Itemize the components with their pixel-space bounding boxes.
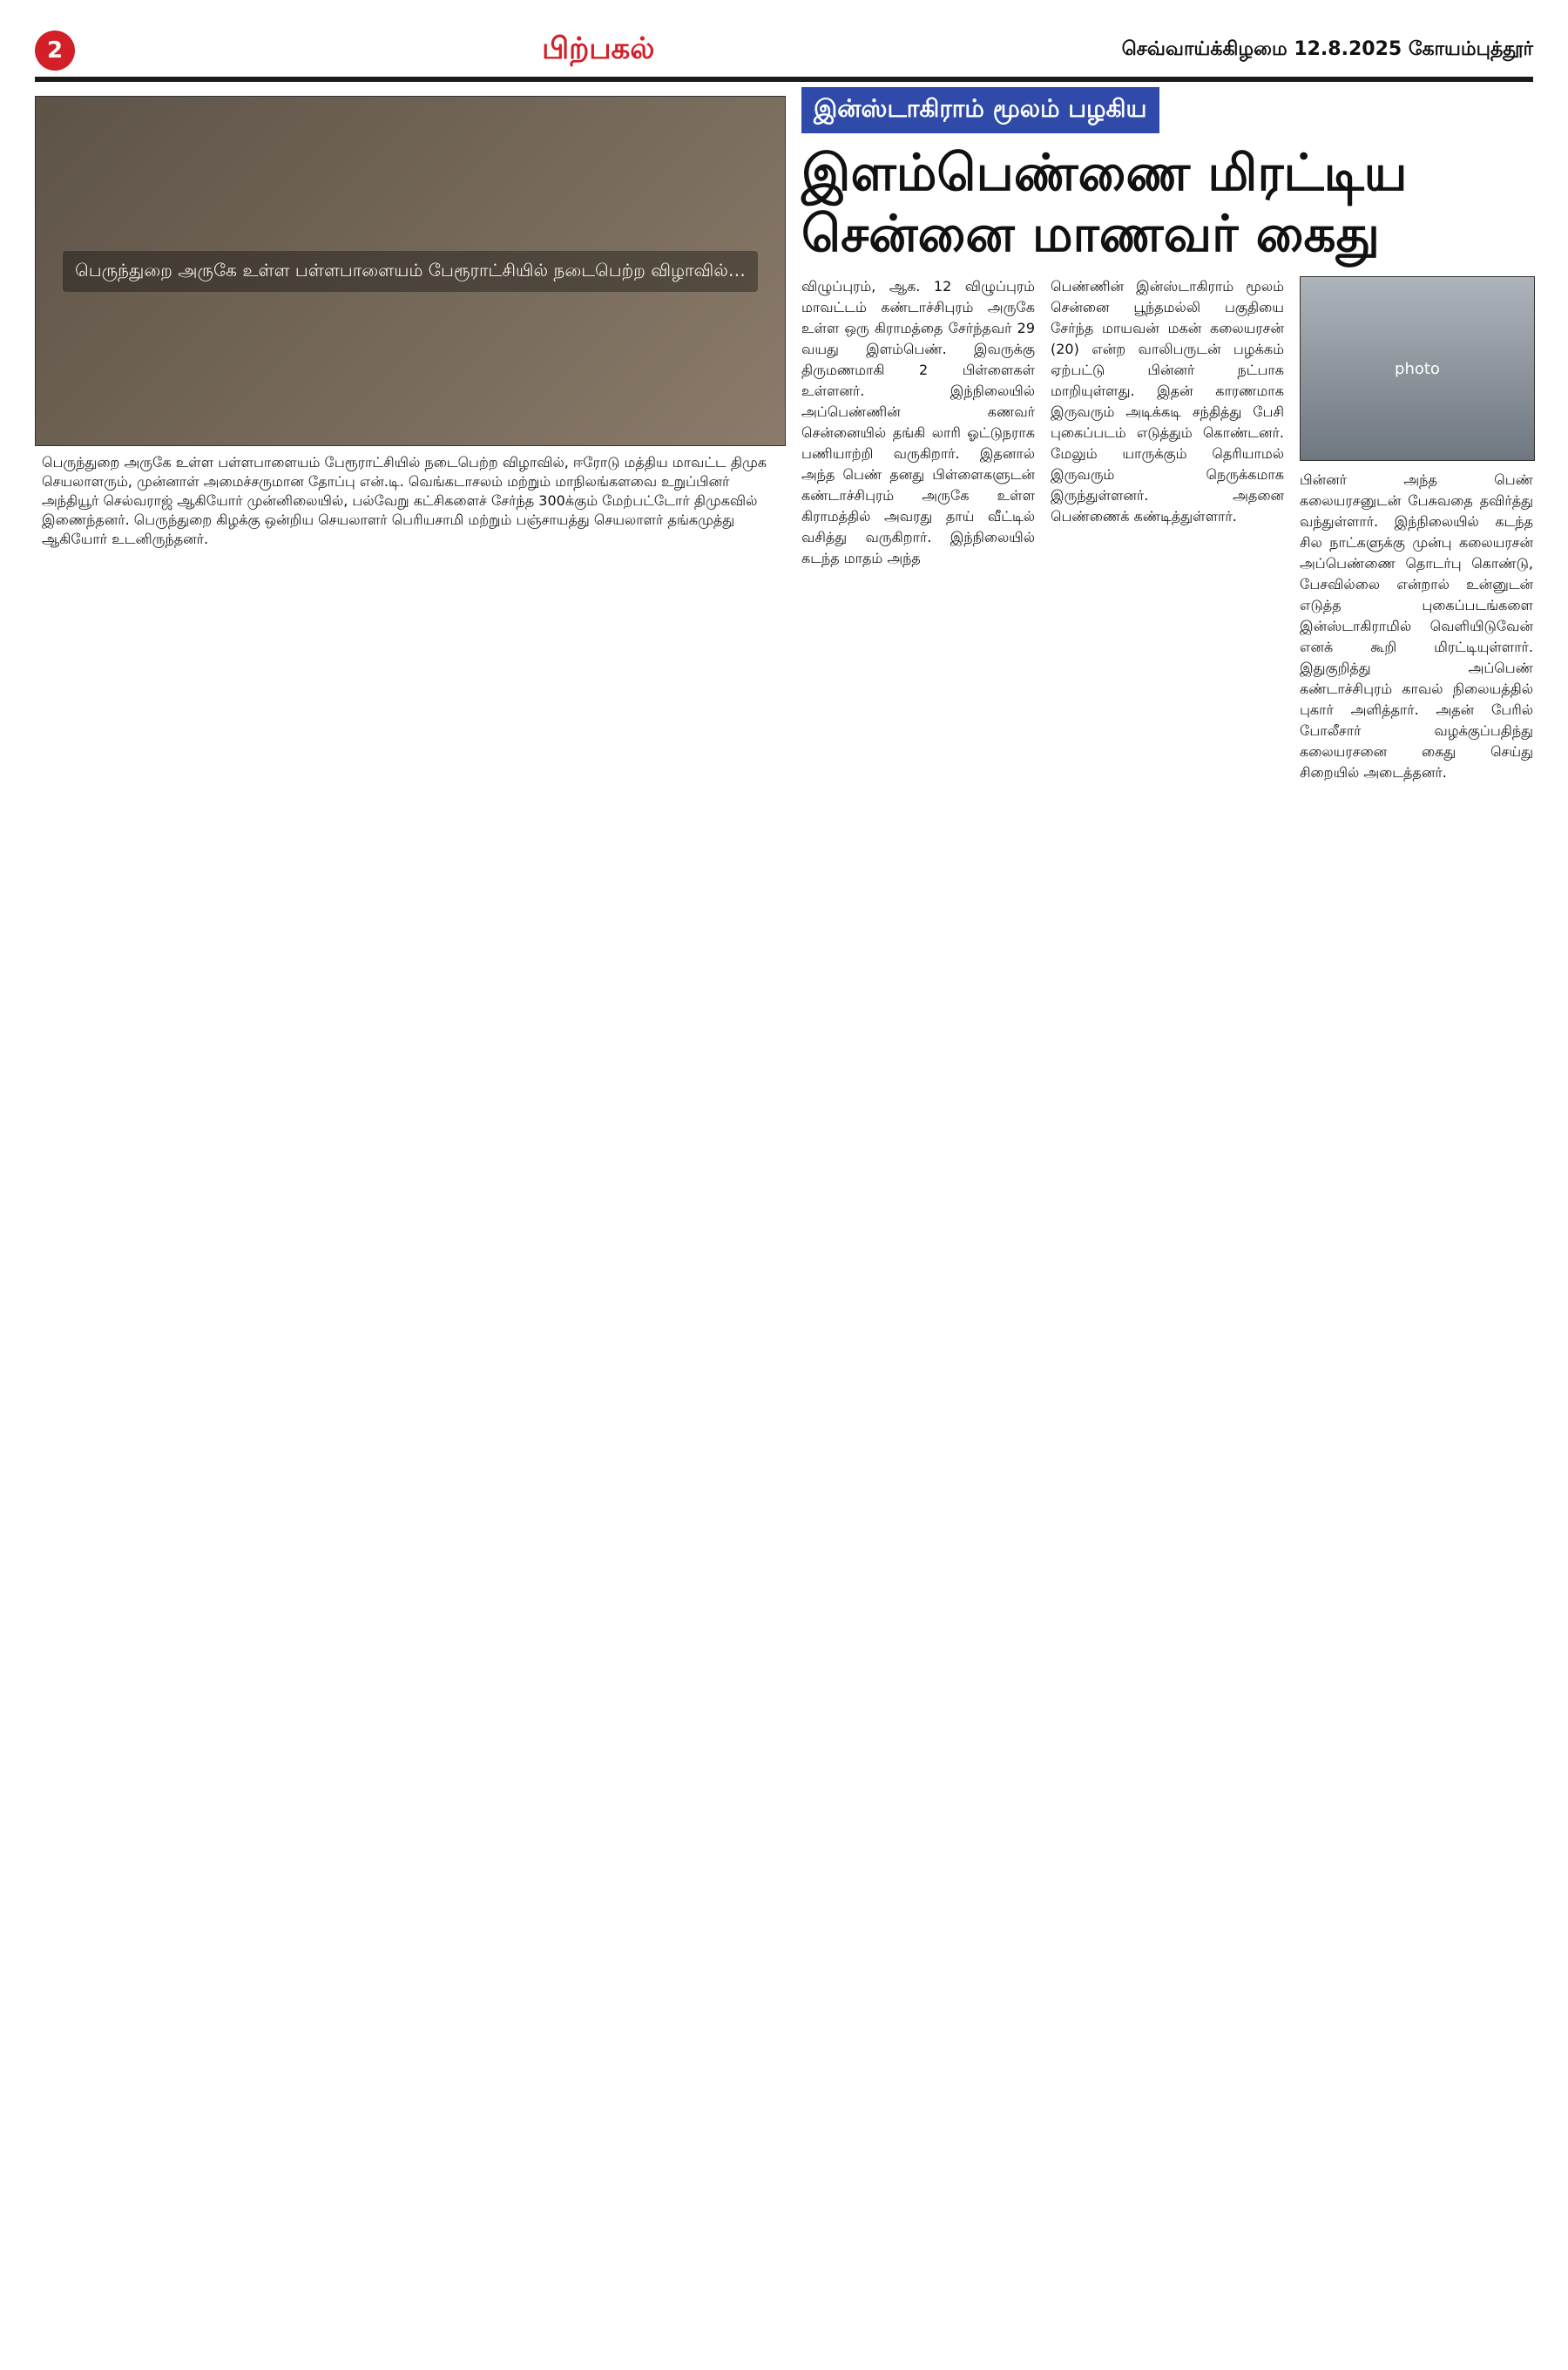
page-header xyxy=(35,24,1533,82)
photo-caption: பெருந்துறை அருகே உள்ள பள்ளபாளையம் பேரூராட்சியில் நடைபெற்ற விழாவில், ஈரோடு மத்திய மாவட்ட திமுக செயலாளரும், முன்னாள் அமைச்சருமான தோப்பு என்.டி. வெங்கடாசலம் மற்றும் மாநிலங்களவை உறுப்பினர் அந்தியூர் செல்வராஜ் ஆகியோர் முன்னிலையில், பல்வேறு கட்சிகளைச் சேர்ந்த 300க்கும் மேற்பட்டோர் திமுகவில் இணைந்தனர். பெருந்துறை கிழக்கு ஒன்றிய செயலாளர் பெரியசாமி மற்றும் பஞ்சாயத்து செயலாளர் தங்கமுத்து ஆகியோர் உடனிருந்தனர். xyxy=(42,454,767,547)
photo-label: பெருந்துறை அருகே உள்ள பள்ளபாளையம் பேரூராட்சியில் நடைபெற்ற விழாவில்… xyxy=(63,251,758,292)
story-col1: விழுப்புரம், ஆக. 12 விழுப்புரம் மாவட்டம் கண்டாச்சிபுரம் அருகே உள்ள ஒரு கிராமத்தை சேர்ந்தவர் 29 வயது இளம்பெண். இவருக்கு திருமணமாகி 2 பிள்ளைகள் உள்ளனர். இந்நிலையில் அப்பெண்ணின் கணவர் சென்னையில் தங்கி லாரி ஓட்டுநராக பணியாற்றி வருகிறார். இதனால் அந்த பெண் தனது பிள்ளைகளுடன் கண்டாச்சிபுரம் அருகே உள்ள கிராமத்தில் அவரது தாய் வீட்டில் வசித்து வருகிறார். இந்நிலையில் கடந்த மாதம் அந்த xyxy=(801,278,1035,566)
portrait-photo: photo xyxy=(1300,276,1535,461)
story-col3-wrap xyxy=(1300,276,1533,783)
lead-story xyxy=(801,87,1533,783)
story-kicker: இன்ஸ்டாகிராம் மூலம் பழகிய xyxy=(801,87,1159,133)
story-headline: இளம்பெண்ணை மிரட்டிய சென்னை மாணவர் கைது xyxy=(801,143,1408,263)
dateline: செவ்வாய்க்கிழமை 12.8.2025 கோயம்புத்தூர் xyxy=(1121,38,1533,60)
page-number: 2 xyxy=(35,30,75,71)
story-col3: பின்னர் அந்த பெண் கலையரசனுடன் பேசுவதை தவிர்த்து வந்துள்ளார். இந்நிலையில் கடந்த சில நாட்களுக்கு முன்பு கலையரசன் அப்பெண்ணை தொடர்பு கொண்டு, பேசவில்லை என்றால் உன்னுடன் எடுத்த புகைப்படங்களை இன்ஸ்டாகிராமில் வெளியிடுவேன் எனக் கூறி மிரட்டியுள்ளார். இதுகுறித்து அப்பெண் கண்டாச்சிபுரம் காவல் நிலையத்தில் புகார் அளித்தார். அதன் பேரில் போலீசார் வழக்குப்பதிந்து கலையரசனை கைது செய்து சிறையில் அடைத்தனர். xyxy=(1300,471,1533,781)
top-photo xyxy=(35,96,786,446)
masthead: பிற்பகல் xyxy=(542,31,655,66)
story-body xyxy=(801,276,1533,783)
story-col2: பெண்ணின் இன்ஸ்டாகிராம் மூலம் சென்னை பூந்தமல்லி பகுதியை சேர்ந்த மாயவன் மகன் கலையரசன் (20) என்ற வாலிபருடன் பழக்கம் ஏற்பட்டு பின்னர் நட்பாக மாறியுள்ளது. இதன் காரணமாக இருவரும் அடிக்கடி சந்தித்து பேசி புகைப்படம் எடுத்தும் கொண்டனர். மேலும் யாருக்கும் தெரியாமல் இருவரும் நெருக்கமாக இருந்துள்ளனர். அதனை பெண்ணைக் கண்டித்துள்ளார். xyxy=(1051,278,1284,525)
